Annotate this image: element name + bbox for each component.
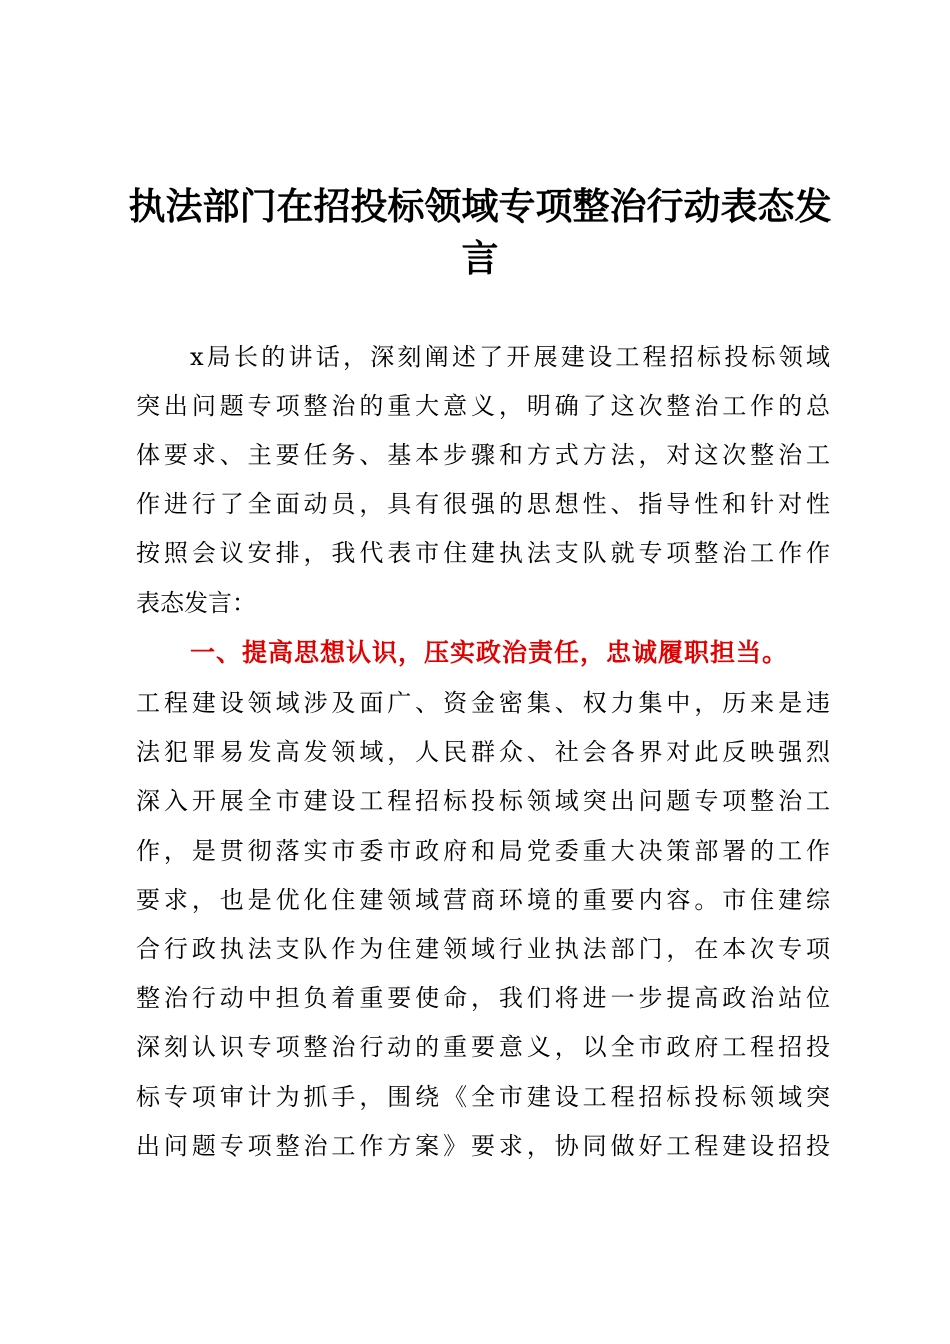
paragraph-2-line: 工程建设领域涉及面广、资金密集、权力集中，历来是违 [136, 689, 830, 717]
paragraph-1-line: 突出问题专项整治的重大意义，明确了这次整治工作的总 [136, 392, 830, 420]
paragraph-2-line: 深入开展全市建设工程招标投标领域突出问题专项整治工 [136, 787, 830, 815]
document-title-line-1: 执法部门在招投标领域专项整治行动表态发 [128, 184, 832, 228]
paragraph-1-line: 按照会议安排，我代表市住建执法支队就专项整治工作作 [136, 539, 830, 567]
document-title-line-2: 言 [461, 236, 499, 280]
paragraph-2-line: 要求，也是优化住建领域营商环境的重要内容。市住建综 [136, 886, 830, 914]
paragraph-2-line: 深刻认识专项整治行动的重要意义，以全市政府工程招投 [136, 1033, 830, 1061]
paragraph-2-line: 整治行动中担负着重要使命，我们将进一步提高政治站位 [136, 984, 830, 1012]
paragraph-1-line: 体要求、主要任务、基本步骤和方式方法，对这次整治工 [136, 441, 830, 469]
paragraph-1-line: 作进行了全面动员，具有很强的思想性、指导性和针对性 [136, 490, 830, 518]
paragraph-1-line: 表态发言： [136, 589, 256, 617]
paragraph-2-line: 法犯罪易发高发领域，人民群众、社会各界对此反映强烈 [136, 738, 830, 766]
paragraph-2-line: 标专项审计为抓手，围绕《全市建设工程招标投标领域突 [136, 1083, 830, 1111]
section-1-heading: 一、提高思想认识，压实政治责任，忠诚履职担当。 [190, 638, 789, 667]
paragraph-2-line: 出问题专项整治工作方案》要求，协同做好工程建设招投 [136, 1132, 830, 1160]
paragraph-1-line: x局长的讲话，深刻阐述了开展建设工程招标投标领域 [190, 343, 830, 371]
paragraph-2-line: 作，是贯彻落实市委市政府和局党委重大决策部署的工作 [136, 837, 830, 865]
paragraph-2-line: 合行政执法支队作为住建领域行业执法部门，在本次专项 [136, 935, 830, 963]
